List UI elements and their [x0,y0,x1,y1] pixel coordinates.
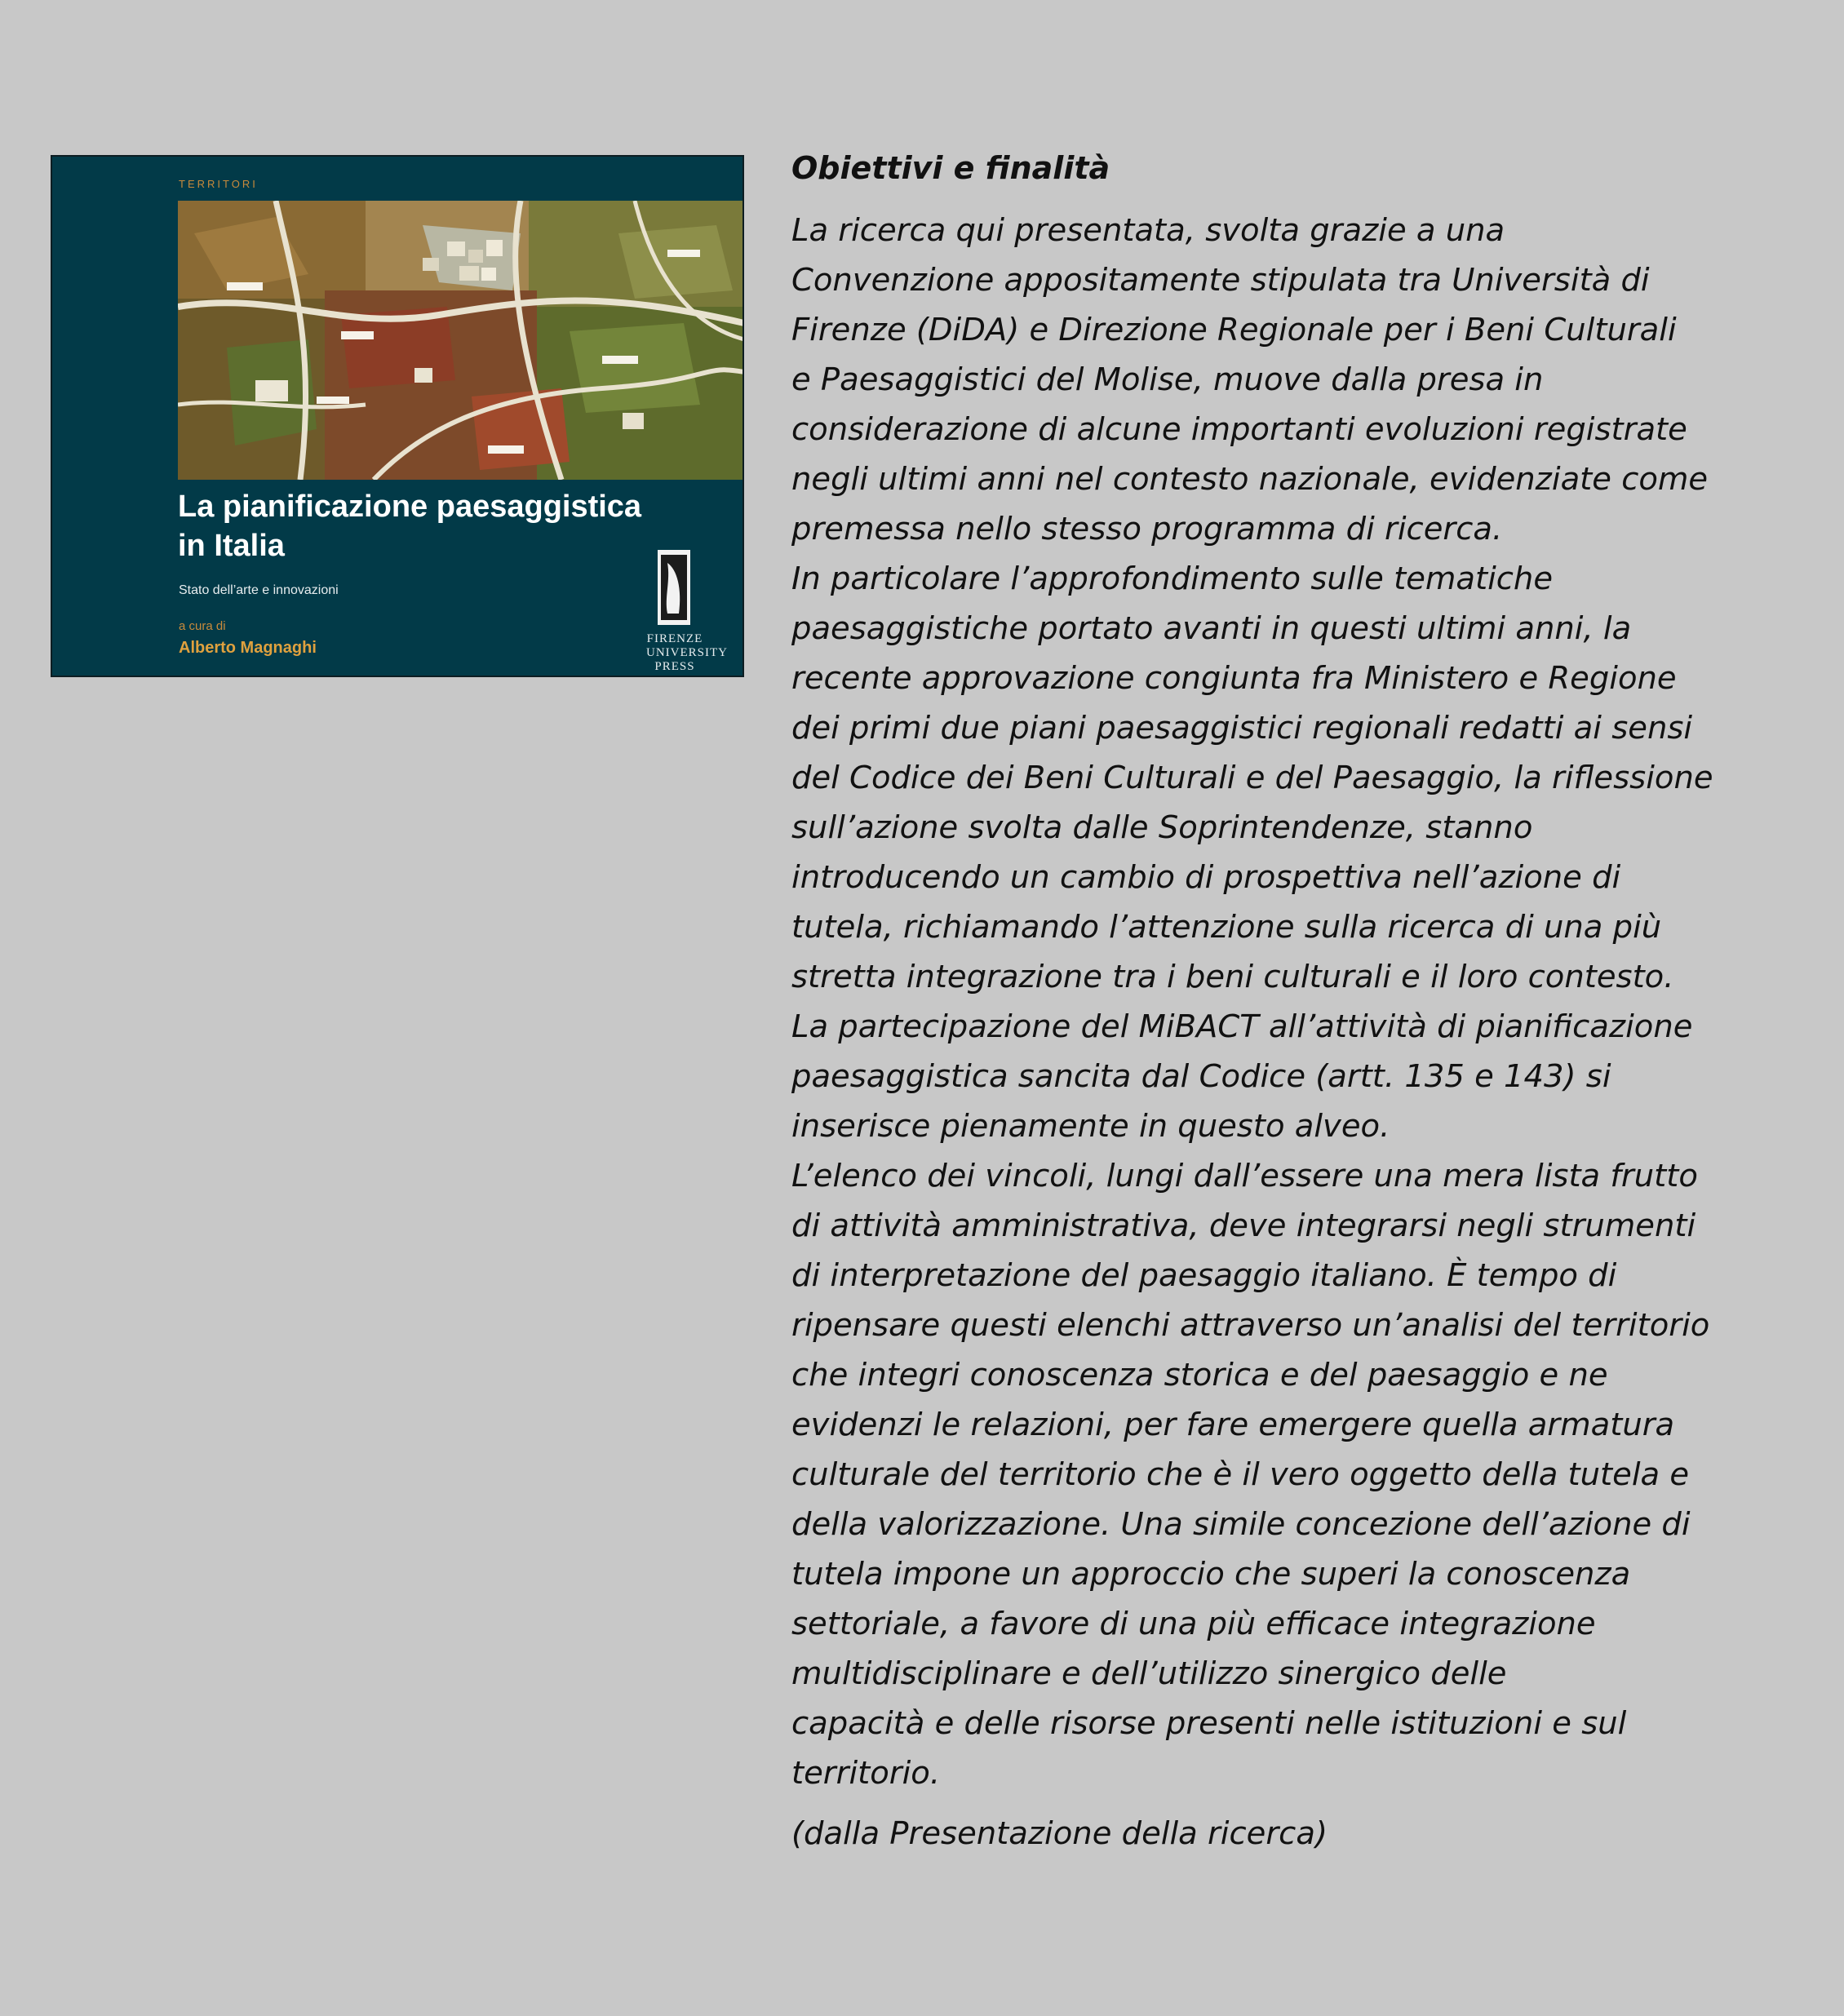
text-line: multidisciplinare e dell’utilizzo sinergico delle [791,1655,1507,1692]
text-line: negli ultimi anni nel contesto nazionale, evidenziate come [791,461,1709,498]
text-line: Convenzione appositamente stipulata tra Università di [791,262,1650,299]
text-line: sull’azione svolta dalle Soprintendenze, stanno [791,809,1533,846]
text-line: capacità e delle risorse presenti nelle istituzioni e sul [791,1705,1627,1742]
text-line: paesaggistica sancita dal Codice (artt. 135 e 143) si [791,1058,1611,1095]
source-note: (dalla Presentazione della ricerca) [791,1815,1328,1852]
cover-series-label: TERRITORI [179,178,258,190]
section-heading: Obiettivi e finalità [791,150,1110,186]
cover-subtitle: Stato dell’arte e innovazioni [179,583,339,597]
cover-curated-label: a cura di [179,619,226,633]
text-line: recente approvazione congiunta fra Ministero e Regione [791,660,1677,697]
text-line: L’elenco dei vincoli, lungi dall’essere una mera lista frutto [791,1158,1698,1194]
book-cover [51,155,744,677]
cover-title: La pianificazione paesaggistica in Italia [178,490,642,563]
text-line: Firenze (DiDA) e Direzione Regionale per i Beni Culturali [791,312,1677,348]
text-line: di interpretazione del paesaggio italiano. È tempo di [791,1257,1617,1294]
text-line: settoriale, a favore di una più efficace integrazione [791,1606,1596,1642]
text-line: In particolare l’approfondimento sulle tematiche [791,560,1554,597]
text-line: di attività amministrativa, deve integrarsi negli strumenti [791,1207,1696,1244]
text-line: La partecipazione del MiBACT all’attività di pianificazione [791,1008,1693,1045]
text-line: e Paesaggistici del Molise, muove dalla presa in [791,361,1544,398]
cover-illustration [178,201,744,480]
text-line: tutela, richiamando l’attenzione sulla ricerca di una più [791,909,1662,946]
text-line: ripensare questi elenchi attraverso un’analisi del territorio [791,1307,1710,1344]
publisher-name: FIRENZE UNIVERSITY PRESS [646,632,728,673]
text-line: La ricerca qui presentata, svolta grazie a una [791,212,1505,249]
text-line: evidenzi le relazioni, per fare emergere quella armatura [791,1407,1675,1443]
text-line: culturale del territorio che è il vero oggetto della tutela e [791,1456,1690,1493]
cover-author: Alberto Magnaghi [179,639,317,657]
article-text [791,144,1811,1859]
text-line: tutela impone un approccio che superi la conoscenza [791,1556,1631,1593]
text-line: premessa nello stesso programma di ricerca. [791,511,1503,547]
text-line: del Codice dei Beni Culturali e del Paesaggio, la riflessione [791,760,1713,796]
text-line: paesaggistiche portato avanti in questi ultimi anni, la [791,610,1632,647]
text-line: introducendo un cambio di prospettiva nell’azione di [791,859,1621,896]
body-paragraph [791,206,1811,1798]
text-line: della valorizzazione. Una simile concezione dell’azione di [791,1506,1691,1543]
text-line: inserisce pienamente in questo alveo. [791,1108,1390,1145]
publisher-logo-icon [649,548,698,630]
text-line: considerazione di alcune importanti evoluzioni registrate [791,411,1687,448]
text-line: dei primi due piani paesaggistici regionali redatti ai sensi [791,710,1693,747]
text-line: territorio. [791,1755,941,1792]
text-line: stretta integrazione tra i beni culturali e il loro contesto. [791,959,1674,995]
text-line: che integri conoscenza storica e del paesaggio e ne [791,1357,1608,1393]
